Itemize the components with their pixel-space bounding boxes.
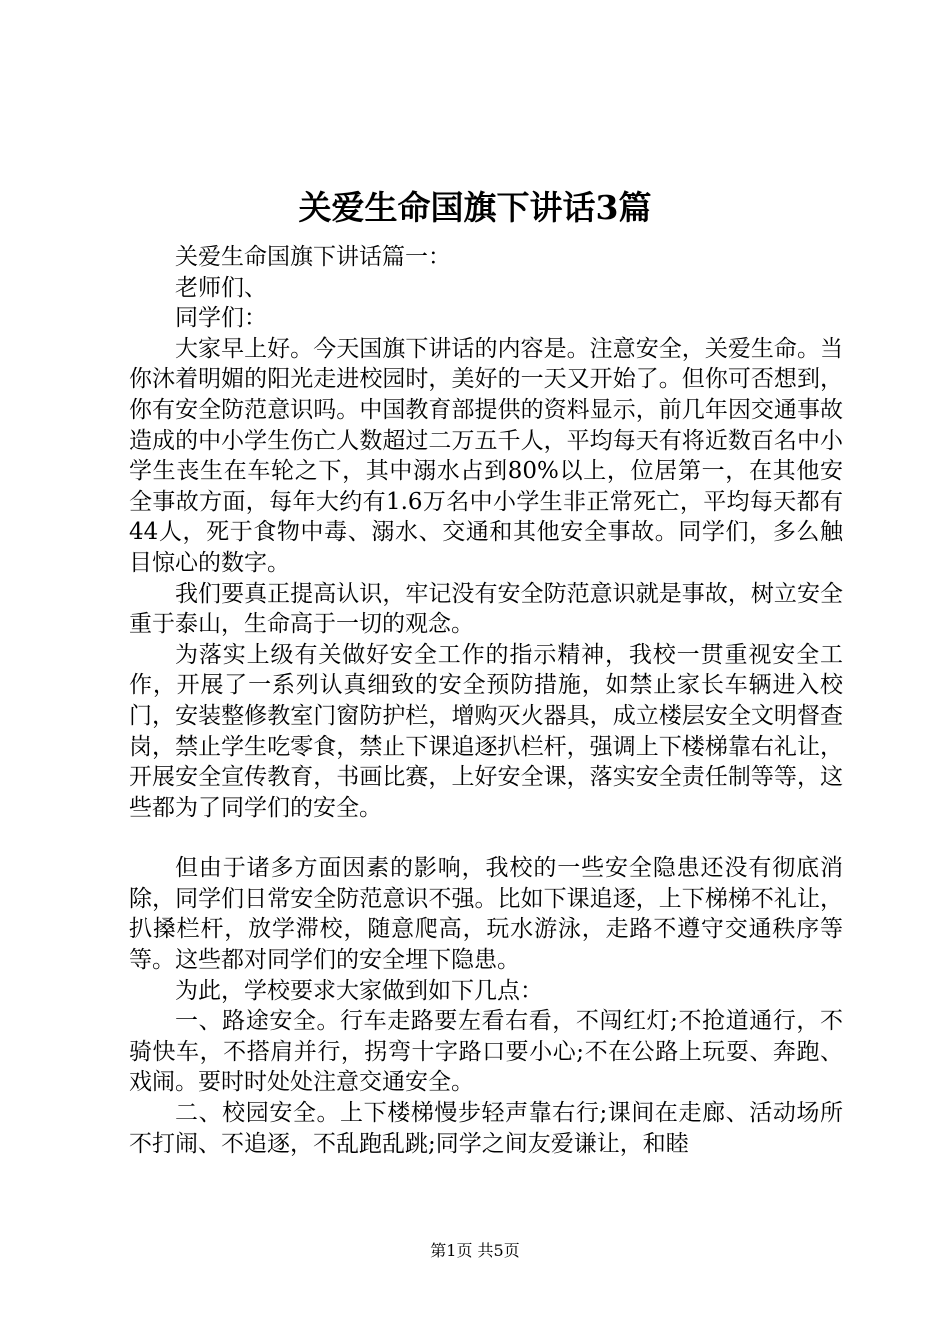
section-heading: 关爱生命国旗下讲话篇一： [175,244,451,270]
paragraph: 大家早上好。今天国旗下讲话的内容是。注意安全，关爱生命。当你沐着明媚的阳光走进校园时，美好的一天又开始了。但你可否想到，你有安全防范意识吗。中国教育部提供的资料显示，前几年因交通事故造成的中小学生伤亡人数超过二万五千人，平均每天有将近数百名中小学生丧生在车轮之下，其中溺水占到80%以上，位居第一，在其他安全事故方面，每年大约有1.6万名中小学生非正常死亡，平均每天都有44人，死于食物中毒、溺水、交通和其他安全事故。同学们，多么触目惊心的数字。 [129,335,843,576]
document-title: 关爱生命国旗下讲话3篇 [298,188,652,227]
salutation-students: 同学们： [175,305,267,332]
paragraph: 但由于诸多方面因素的影响，我校的一些安全隐患还没有彻底消除，同学们日常安全防范意识不强。比如下课追逐，上下梯梯不礼让，扒搡栏杆，放学滞校，随意爬高，玩水游泳，走路不遵守交通秩序等等。这些都对同学们的安全埋下隐患。 [129,855,843,974]
paragraph: 一、路途安全。行车走路要左看右看，不闯红灯;不抢道通行，不骑快车，不搭肩并行，拐弯十字路口要小心;不在公路上玩耍、奔跑、戏闹。要时时处处注意交通安全。 [129,1008,843,1096]
paragraph: 为落实上级有关做好安全工作的指示精神，我校一贯重视安全工作，开展了一系列认真细致的安全预防措施，如禁止家长车辆进入校门，安装整修教室门窗防护栏，增购灭火器具，成立楼层安全文明督查岗，禁止学生吃零食，禁止下课追逐扒栏杆，强调上下楼梯靠右礼让，开展安全宣传教育，书画比赛，上好安全课，落实安全责任制等等，这些都为了同学们的安全。 [129,641,843,821]
document-body [129,242,843,1159]
paragraph: 二、校园安全。上下楼梯慢步轻声靠右行;课间在走廊、活动场所不打闹、不追逐，不乱跑乱跳;同学之间友爱谦让，和睦 [129,1100,843,1157]
paragraph: 我们要真正提高认识，牢记没有安全防范意识就是事故，树立安全重于泰山，生命高于一切的观念。 [129,580,843,638]
paragraph: 为此，学校要求大家做到如下几点： [175,977,543,1004]
page-footer: 第1页 共5页 [430,1241,520,1260]
salutation-teachers: 老师们、 [175,274,267,301]
